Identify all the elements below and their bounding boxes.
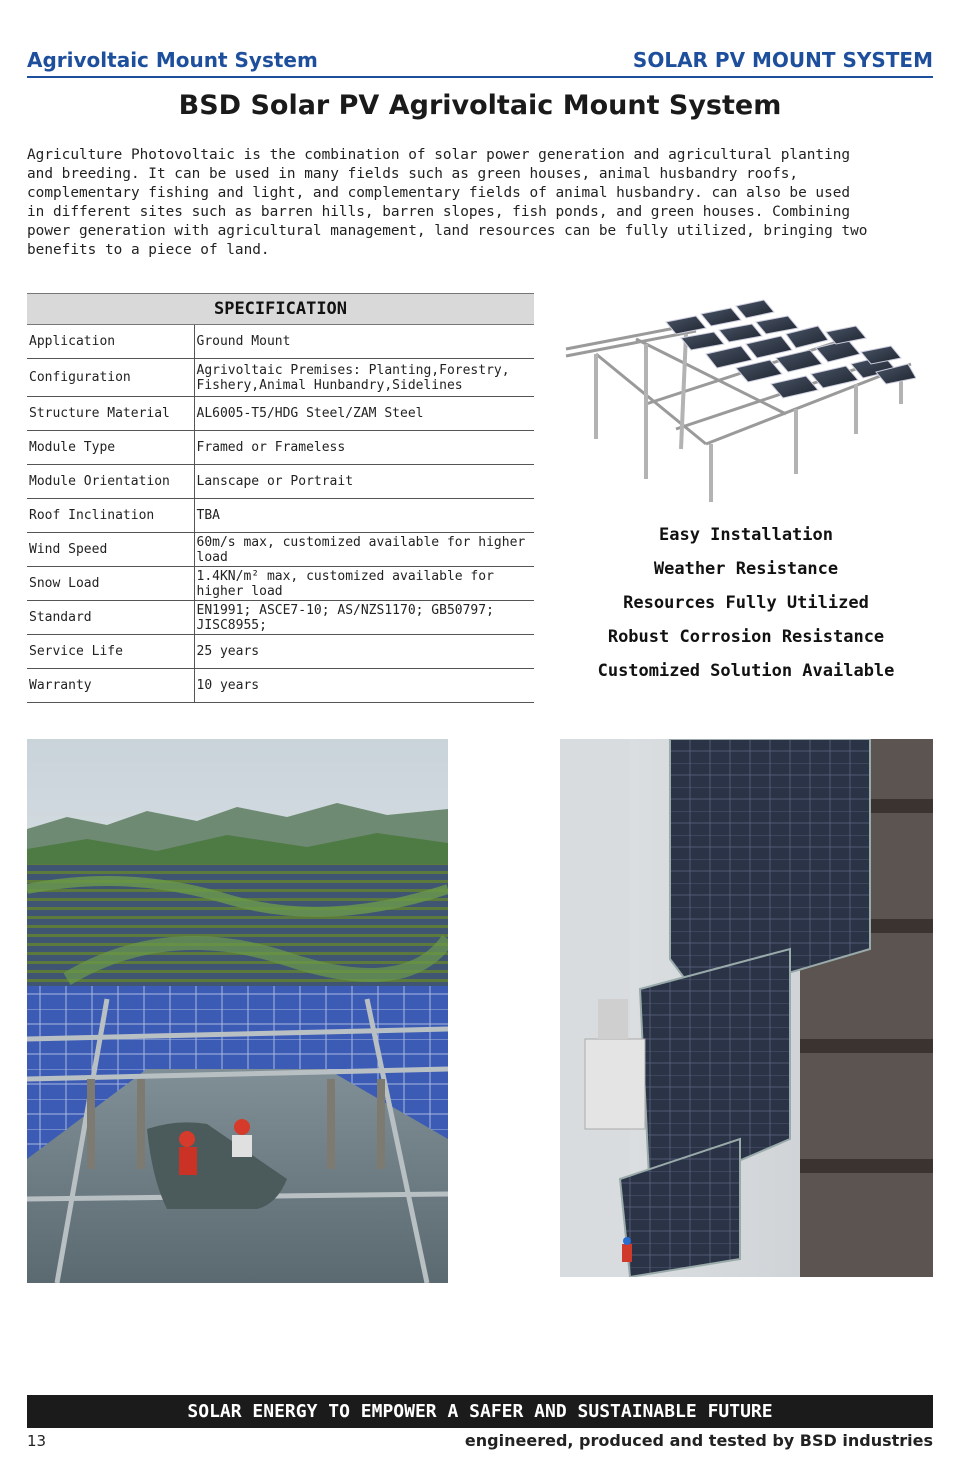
feature-list bbox=[560, 520, 932, 690]
spec-key: Structure Material bbox=[27, 397, 194, 431]
spec-row bbox=[27, 397, 534, 431]
spec-key: Wind Speed bbox=[27, 533, 194, 567]
feature-item: Weather Resistance bbox=[653, 559, 839, 579]
spec-row bbox=[27, 325, 534, 359]
spec-row bbox=[27, 669, 534, 703]
agrivoltaic-field-photo bbox=[27, 739, 448, 1283]
feature-item: Easy Installation bbox=[659, 525, 833, 545]
footer-tagline: engineered, produced and tested by BSD industries bbox=[464, 1431, 933, 1450]
solar-array-photo bbox=[560, 739, 933, 1277]
spec-row bbox=[27, 359, 534, 397]
spec-heading: SPECIFICATION bbox=[27, 294, 534, 325]
feature-item: Resources Fully Utilized bbox=[623, 593, 869, 613]
spec-value: Lanscape or Portrait bbox=[194, 465, 534, 499]
specification-table bbox=[27, 293, 534, 703]
footer-slogan: SOLAR ENERGY TO EMPOWER A SAFER AND SUSTAINABLE FUTURE bbox=[27, 1395, 933, 1428]
spec-value: Framed or Frameless bbox=[194, 431, 534, 465]
spec-row bbox=[27, 499, 534, 533]
spec-row bbox=[27, 635, 534, 669]
spec-key: Warranty bbox=[27, 669, 194, 703]
spec-row bbox=[27, 533, 534, 567]
spec-key: Module Orientation bbox=[27, 465, 194, 499]
spec-row bbox=[27, 601, 534, 635]
spec-key: Snow Load bbox=[27, 567, 194, 601]
page-number: 13 bbox=[27, 1432, 47, 1450]
spec-value: 1.4KN/m² max, customized available for higher load bbox=[194, 567, 534, 601]
spec-value: 25 years bbox=[194, 635, 534, 669]
spec-row bbox=[27, 431, 534, 465]
spec-key: Standard bbox=[27, 601, 194, 635]
spec-value: 60m/s max, customized available for higher load bbox=[194, 533, 534, 567]
spec-key: Configuration bbox=[27, 359, 194, 397]
intro-paragraph: Agriculture Photovoltaic is the combination of solar power generation and agricultural planting and breeding. It can be used in many fields such as green houses, animal husbandry roofs, complementary fishing and light, and complementary fields of animal husbandry. can also be used in different sites such as barren hills, barren slopes, fish ponds, and green houses. Combining power generation with agricultural management, land resources can be fully utilized, bringing two benefits to a piece of land. bbox=[27, 147, 868, 258]
spec-value: Ground Mount bbox=[194, 325, 534, 359]
spec-value: AL6005-T5/HDG Steel/ZAM Steel bbox=[194, 397, 534, 431]
header-divider bbox=[27, 76, 933, 78]
spec-row bbox=[27, 567, 534, 601]
spec-row bbox=[27, 465, 534, 499]
catalog-title: SOLAR PV MOUNT SYSTEM bbox=[632, 48, 933, 72]
spec-key: Roof Inclination bbox=[27, 499, 194, 533]
spec-key: Application bbox=[27, 325, 194, 359]
spec-key: Service Life bbox=[27, 635, 194, 669]
section-title: Agrivoltaic Mount System bbox=[27, 48, 318, 72]
page-title: BSD Solar PV Agrivoltaic Mount System bbox=[178, 90, 782, 121]
spec-key: Module Type bbox=[27, 431, 194, 465]
spec-value: TBA bbox=[194, 499, 534, 533]
spec-value: EN1991; ASCE7-10; AS/NZS1170; GB50797; JISC8955; bbox=[194, 601, 534, 635]
mount-structure-image bbox=[556, 294, 916, 504]
feature-item: Customized Solution Available bbox=[597, 661, 895, 681]
feature-item: Robust Corrosion Resistance bbox=[607, 627, 885, 647]
spec-value: Agrivoltaic Premises: Planting,Forestry, Fishery,Animal Hunbandry,Sidelines bbox=[194, 359, 534, 397]
spec-value: 10 years bbox=[194, 669, 534, 703]
